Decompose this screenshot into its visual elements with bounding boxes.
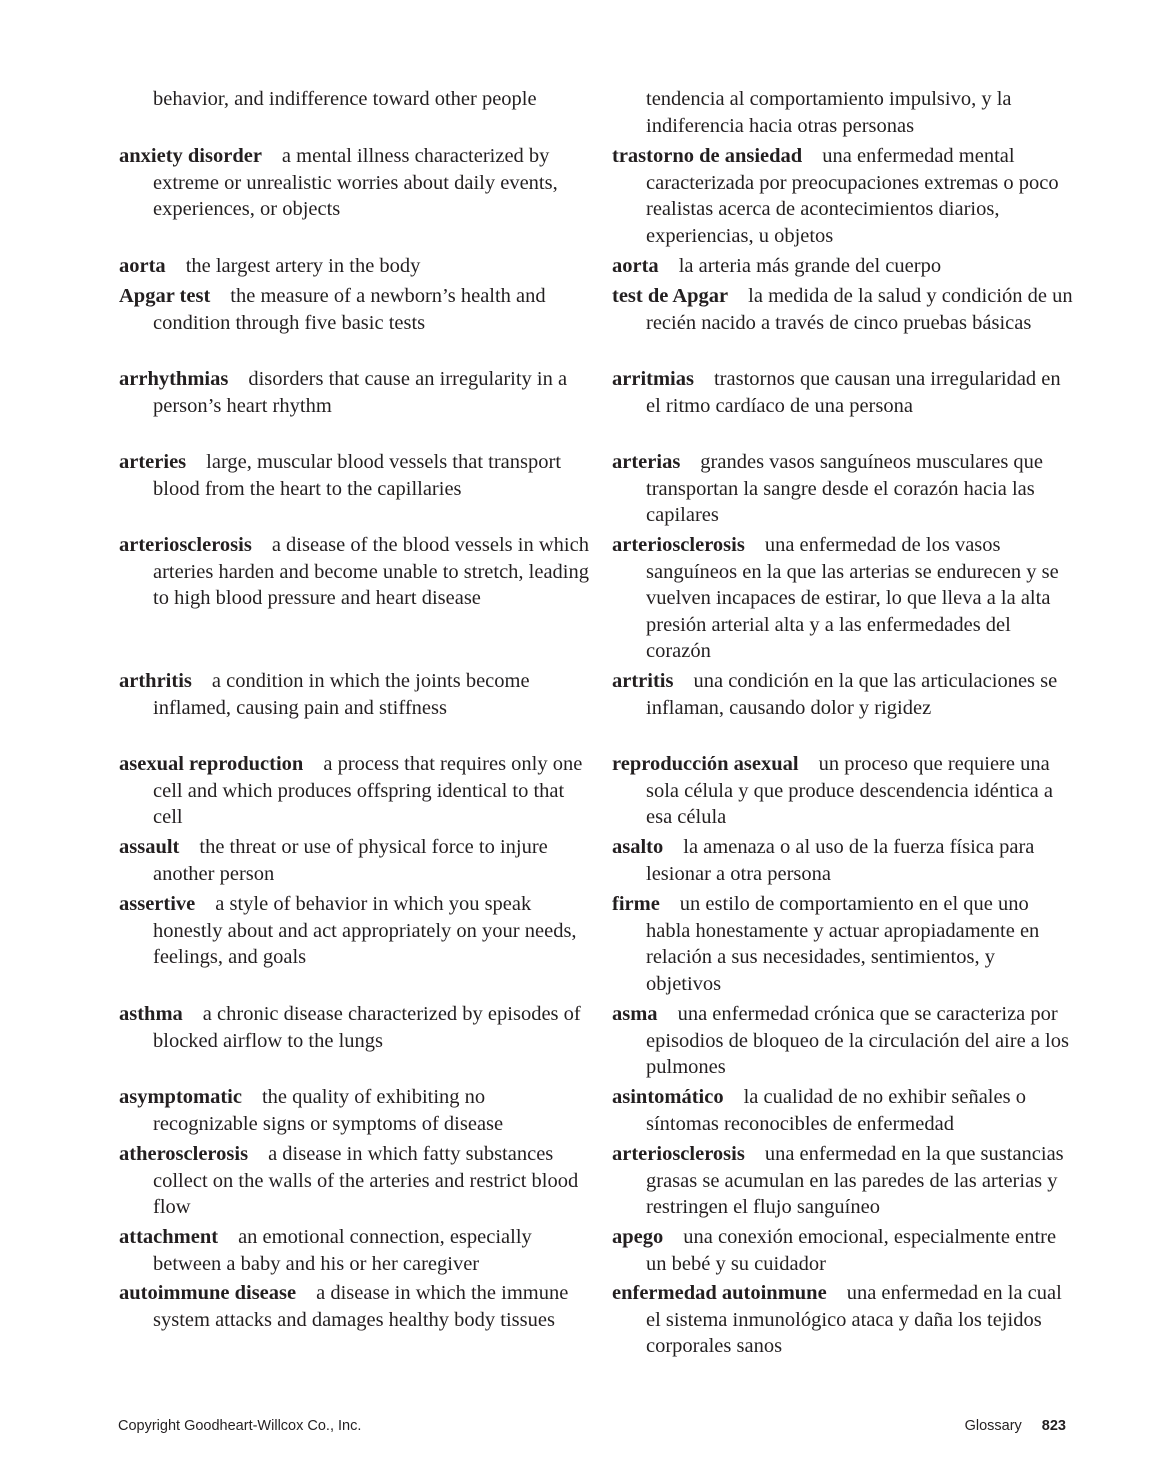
glossary-entry (119, 253, 589, 280)
glossary-definition: una enfermedad en la cual el sistema inmunológico ataca y daña los tejidos corporales sanos (646, 1282, 1062, 1357)
glossary-definition: la arteria más grande del cuerpo (678, 255, 942, 277)
glossary-term: arteriosclerosis (612, 1143, 745, 1165)
glossary-entry (119, 1280, 589, 1333)
glossary-entry (119, 366, 589, 419)
glossary-term: enfermedad autoinmune (612, 1282, 827, 1304)
glossary-definition: a condition in which the joints become inflamed, causing pain and stiffness (153, 670, 530, 719)
glossary-entry (119, 283, 589, 336)
glossary-term: artritis (612, 670, 674, 692)
glossary-term: arthritis (119, 670, 192, 692)
section-label: Glossary (964, 1418, 1022, 1434)
glossary-definition: la cualidad de no exhibir señales o síntomas reconocibles de enfermedad (646, 1086, 1026, 1135)
glossary-term: arteries (119, 451, 187, 473)
glossary-entry (119, 1084, 589, 1137)
glossary-term: attachment (119, 1226, 219, 1248)
glossary-term: asalto (612, 836, 664, 858)
glossary-entry (612, 1224, 1074, 1277)
glossary-entry (119, 1224, 589, 1277)
glossary-term: autoimmune disease (119, 1282, 297, 1304)
glossary-entry (612, 834, 1074, 887)
glossary-entry (612, 1280, 1074, 1360)
glossary-definition: trastornos que causan una irregularidad en el ritmo cardíaco de una persona (646, 368, 1061, 417)
glossary-entry (612, 366, 1074, 419)
glossary-entry (612, 1084, 1074, 1137)
glossary-entry (119, 751, 589, 831)
glossary-definition: una conexión emocional, especialmente entre un bebé y su cuidador (646, 1226, 1057, 1275)
glossary-term: arteriosclerosis (119, 534, 252, 556)
glossary-term: test de Apgar (612, 285, 729, 307)
glossary-definition: una enfermedad crónica que se caracteriza por episodios de bloqueo de la circulación del aire a los pulmones (646, 1003, 1069, 1078)
glossary-entry (119, 532, 589, 612)
glossary-entry (612, 1141, 1074, 1221)
glossary-definition: a disease of the blood vessels in which arteries harden and become unable to stretch, leading to high blood pressure and heart disease (153, 534, 590, 609)
spanish-continuation: tendencia al comportamiento impulsivo, y la indiferencia hacia otras personas (646, 88, 1012, 137)
glossary-definition: un proceso que requiere una sola célula y que produce descendencia idéntica a esa célula (646, 753, 1053, 828)
glossary-definition: a process that requires only one cell and which produces offspring identical to that cell (153, 753, 583, 828)
glossary-entry (612, 668, 1074, 721)
glossary-definition: large, muscular blood vessels that transport blood from the heart to the capillaries (153, 451, 562, 500)
glossary-term: asintomático (612, 1086, 724, 1108)
glossary-term: trastorno de ansiedad (612, 145, 803, 167)
glossary-term: assault (119, 836, 180, 858)
glossary-term: asma (612, 1003, 658, 1025)
glossary-definition: a disease in which fatty substances collect on the walls of the arteries and restrict blood flow (153, 1143, 579, 1218)
glossary-term: asymptomatic (119, 1086, 242, 1108)
glossary-term: aorta (612, 255, 659, 277)
page-footer (965, 1418, 1066, 1434)
glossary-definition: una enfermedad de los vasos sanguíneos en la que las arterias se endurecen y se vuelven incapaces de estirar, lo que lleva a la alta presión arterial alta y a las enfermedades del corazón (646, 534, 1059, 662)
glossary-term: arteriosclerosis (612, 534, 745, 556)
glossary-entry (612, 891, 1074, 997)
glossary-definition: una enfermedad mental caracterizada por preocupaciones extremas o poco realistas acerca de acontecimientos diarios, experiencias, u objetos (646, 145, 1059, 247)
glossary-definition: disorders that cause an irregularity in a person’s heart rhythm (153, 368, 568, 417)
glossary-entry (612, 751, 1074, 831)
glossary-term: apego (612, 1226, 664, 1248)
glossary-term: arritmias (612, 368, 694, 390)
glossary-definition: la amenaza o al uso de la fuerza física para lesionar a otra persona (646, 836, 1035, 885)
glossary-definition: una condición en la que las articulaciones se inflaman, causando dolor y rigidez (646, 670, 1058, 719)
glossary-definition: la medida de la salud y condición de un recién nacido a través de cinco pruebas básicas (646, 285, 1073, 334)
glossary-entry (612, 143, 1074, 249)
glossary-definition: the measure of a newborn’s health and condition through five basic tests (153, 285, 546, 334)
glossary-term: asexual reproduction (119, 753, 304, 775)
glossary-entry (612, 1001, 1074, 1081)
glossary-entry (612, 532, 1074, 665)
glossary-entry (119, 449, 589, 502)
glossary-term: anxiety disorder (119, 145, 262, 167)
glossary-term: firme (612, 893, 660, 915)
glossary-definition: una enfermedad en la que sustancias grasas se acumulan en las paredes de las arterias y restringen el flujo sanguíneo (646, 1143, 1064, 1218)
glossary-term: Apgar test (119, 285, 211, 307)
glossary-definition: grandes vasos sanguíneos musculares que transportan la sangre desde el corazón hacia las capilares (646, 451, 1044, 526)
glossary-definition: the largest artery in the body (185, 255, 421, 277)
glossary-definition: un estilo de comportamiento en el que uno habla honestamente y actuar apropiadamente en relación a sus necesidades, sentimientos, y objetivos (646, 893, 1040, 995)
glossary-entry (119, 1141, 589, 1221)
glossary-term: reproducción asexual (612, 753, 799, 775)
glossary-definition: the quality of exhibiting no recognizable signs or symptoms of disease (153, 1086, 504, 1135)
glossary-term: assertive (119, 893, 196, 915)
glossary-entry (119, 143, 589, 223)
glossary-definition: a style of behavior in which you speak honestly about and act appropriately on your needs, feelings, and goals (153, 893, 577, 968)
english-continuation: behavior, and indifference toward other people (153, 88, 537, 110)
glossary-definition: a mental illness characterized by extreme or unrealistic worries about daily events, experiences, or objects (153, 145, 558, 220)
glossary-term: arrhythmias (119, 368, 229, 390)
glossary-entry (119, 891, 589, 971)
glossary-definition: a disease in which the immune system attacks and damages healthy body tissues (153, 1282, 569, 1331)
glossary-definition: an emotional connection, especially between a baby and his or her caregiver (153, 1226, 532, 1275)
glossary-entry (119, 834, 589, 887)
glossary-entry (119, 668, 589, 721)
glossary-term: atherosclerosis (119, 1143, 249, 1165)
glossary-entry (612, 449, 1074, 529)
glossary-term: asthma (119, 1003, 183, 1025)
glossary-entry (612, 283, 1074, 336)
glossary-definition: the threat or use of physical force to injure another person (153, 836, 548, 885)
glossary-entry (119, 1001, 589, 1054)
glossary-entry (612, 253, 1074, 280)
glossary-term: arterias (612, 451, 681, 473)
page-number: 823 (1041, 1418, 1066, 1434)
copyright-notice: Copyright Goodheart-Willcox Co., Inc. (118, 1418, 362, 1434)
glossary-term: aorta (119, 255, 166, 277)
glossary-definition: a chronic disease characterized by episodes of blocked airflow to the lungs (153, 1003, 581, 1052)
